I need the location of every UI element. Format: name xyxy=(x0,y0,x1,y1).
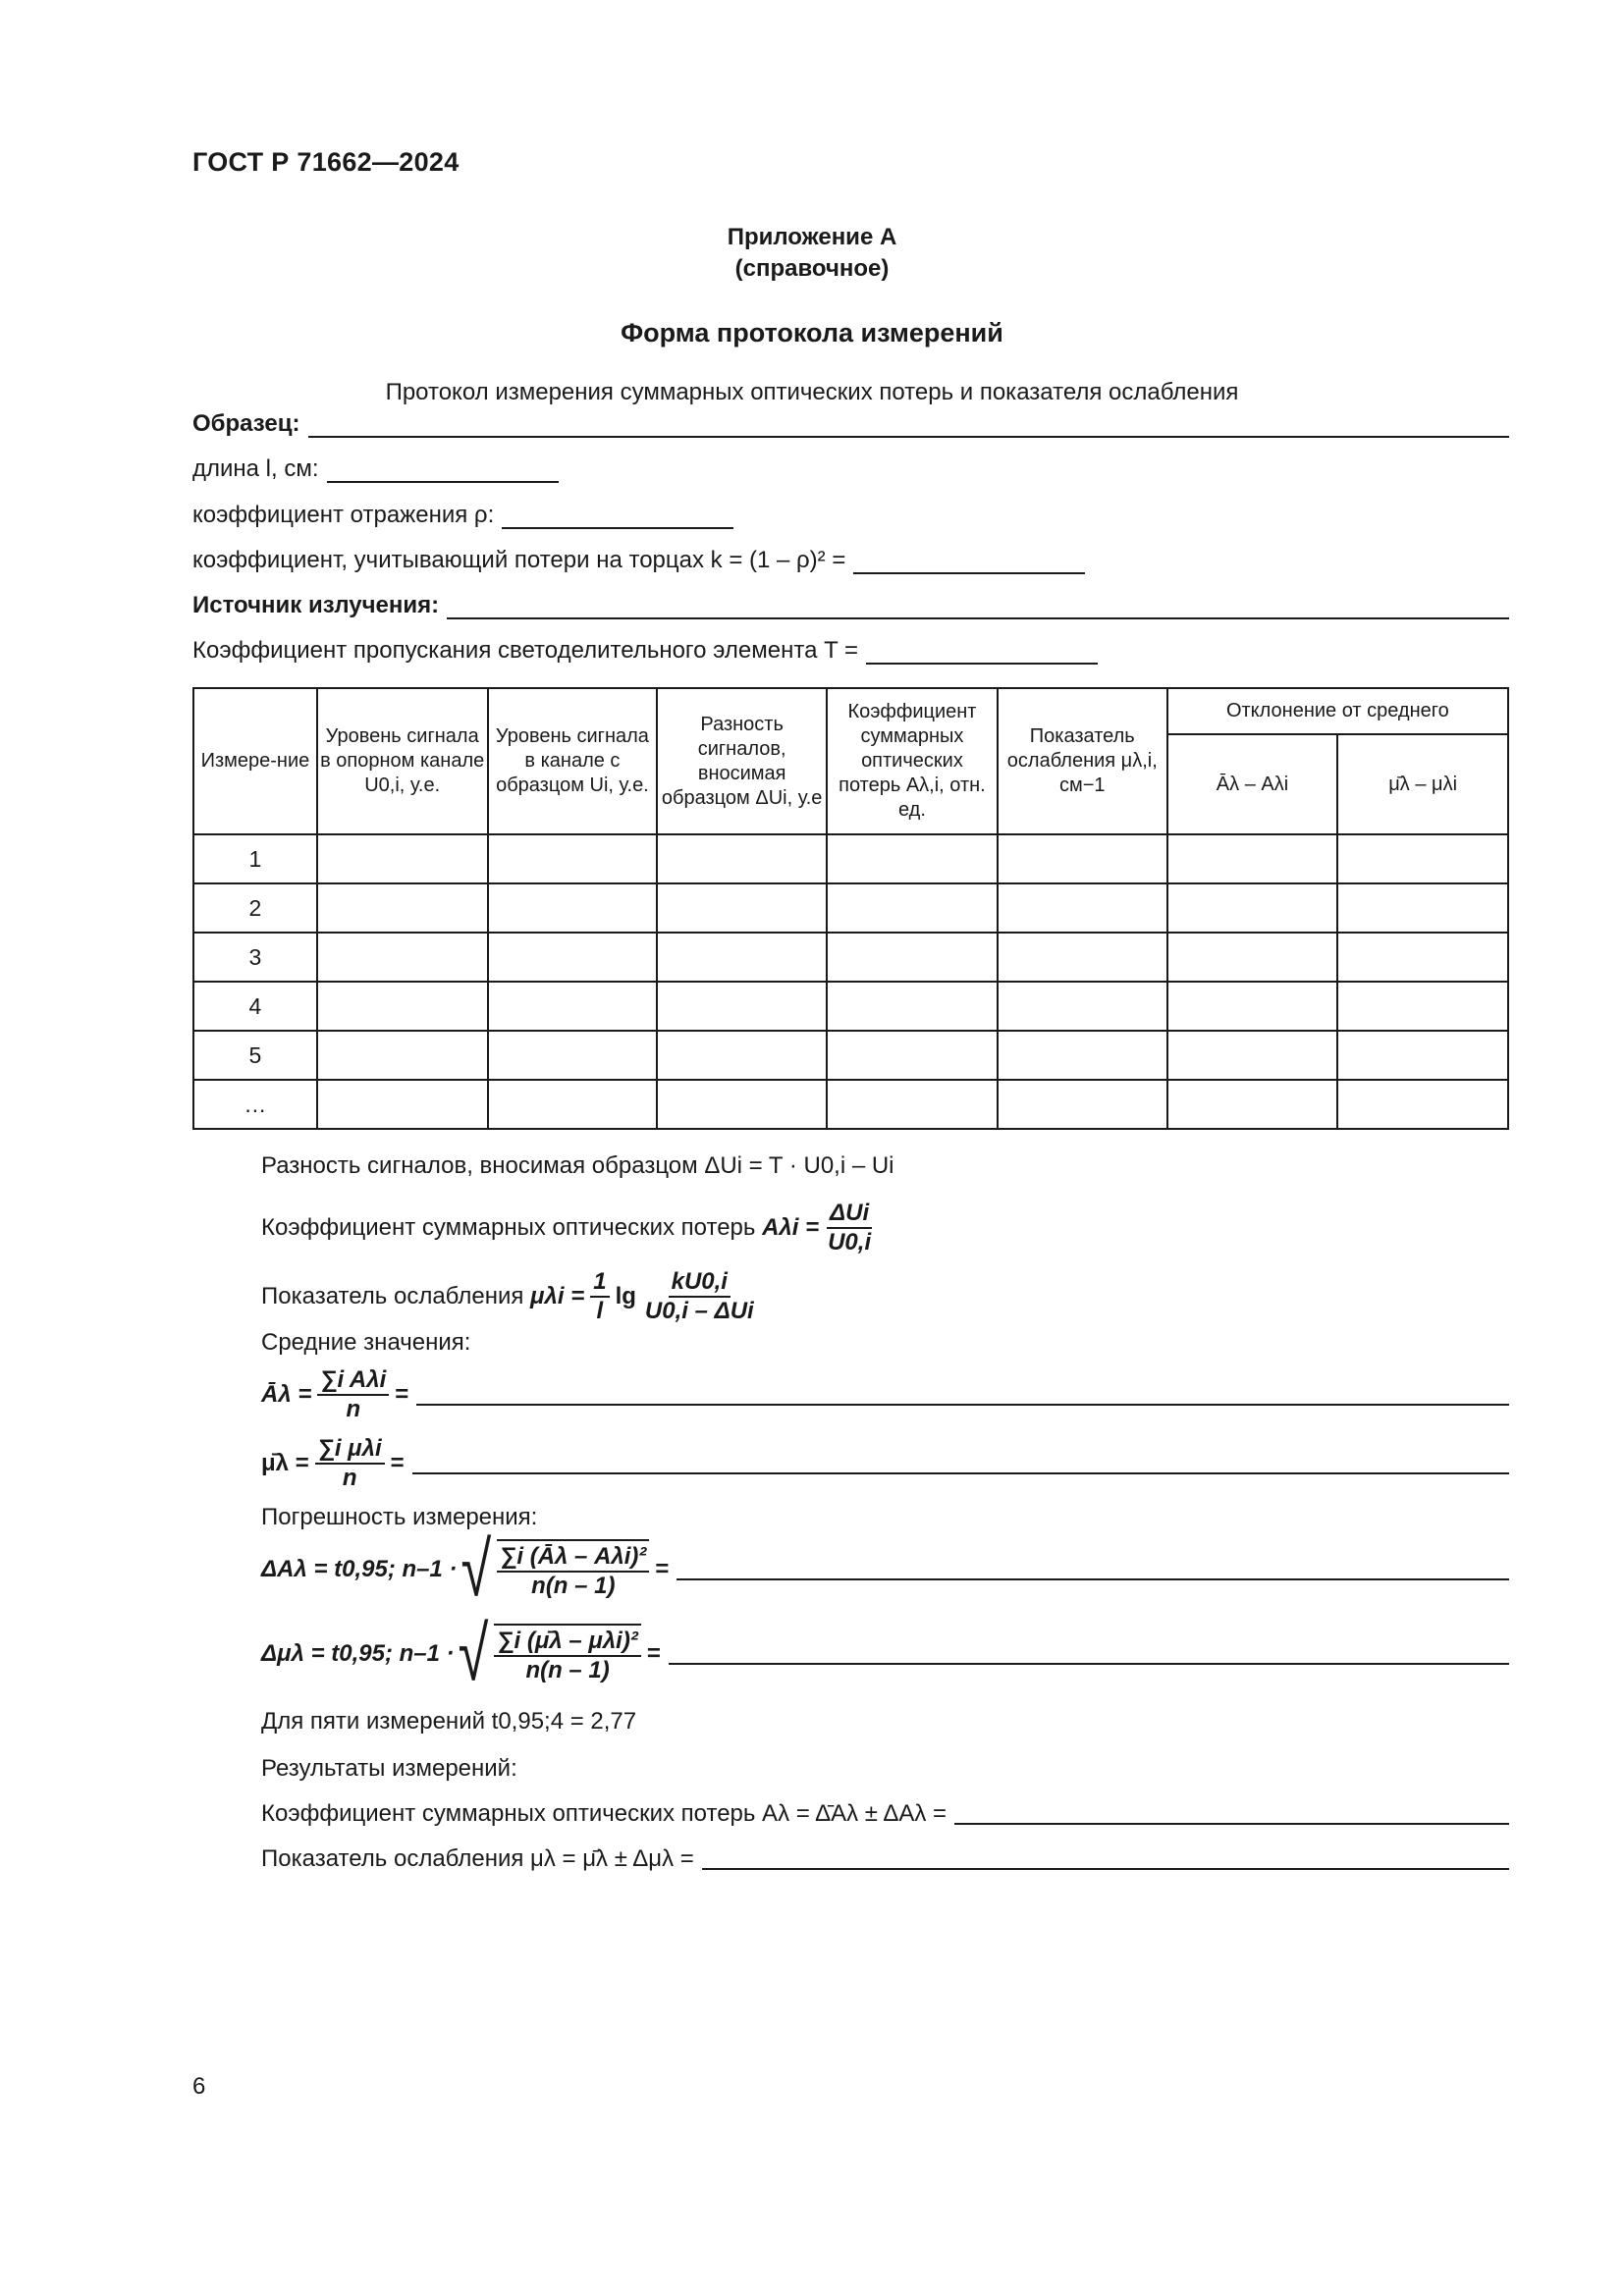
table-cell[interactable] xyxy=(488,933,658,982)
result-atten-label: Показатель ослабления μλ = μ̄λ ± Δμλ = xyxy=(261,1845,694,1872)
error-a-denominator: n(n – 1) xyxy=(531,1573,616,1599)
table-cell[interactable] xyxy=(488,1031,658,1080)
protocol-title: Протокол измерения суммарных оптических потерь и показателя ослабления xyxy=(385,379,1239,405)
table-cell[interactable] xyxy=(1337,883,1508,933)
table-cell[interactable] xyxy=(657,834,827,883)
error-a-lhs: ΔAλ = t0,95; n–1 · xyxy=(261,1556,458,1582)
result-coef-blank[interactable] xyxy=(954,1803,1509,1825)
coef-formula xyxy=(261,1200,880,1256)
sqrt-icon: √ $\frac{\text{∑i (μ̄λ – μλi)²}}{n(n - 1)}$ xyxy=(459,1624,647,1684)
table-cell[interactable] xyxy=(1167,982,1338,1031)
mean-mu-eq: = xyxy=(390,1450,405,1476)
table-cell[interactable] xyxy=(998,1080,1167,1129)
table-cell[interactable] xyxy=(317,1031,488,1080)
table-cell[interactable] xyxy=(1337,1080,1508,1129)
mean-a-blank[interactable] xyxy=(416,1384,1509,1406)
atten-l: l xyxy=(596,1298,604,1324)
five-measurements: Для пяти измерений t0,95;4 = 2,77 xyxy=(261,1708,637,1735)
atten-formula xyxy=(261,1268,763,1325)
atten-formula-text: Показатель ослабления xyxy=(261,1283,524,1309)
table-cell[interactable] xyxy=(827,883,998,933)
mean-title: Средние значения: xyxy=(261,1329,471,1356)
sample-label: Образец: xyxy=(192,410,300,437)
table-cell[interactable] xyxy=(317,1080,488,1129)
sample-field xyxy=(192,410,1509,438)
table-cell[interactable] xyxy=(827,982,998,1031)
table-cell[interactable] xyxy=(998,1031,1167,1080)
mean-a-numerator: ∑i Aλi xyxy=(317,1366,389,1396)
header-deviation: Отклонение от среднего xyxy=(1167,688,1508,734)
appendix-title: Приложение А xyxy=(727,224,897,250)
result-coef-label: Коэффициент суммарных оптических потерь Aλ = Δ̄Aλ ± ΔAλ = xyxy=(261,1800,947,1827)
header-attenuation: Показатель ослабления μλ,i, см−1 xyxy=(998,688,1167,834)
reflection-field xyxy=(192,502,733,529)
table-cell[interactable] xyxy=(1337,982,1508,1031)
table-cell[interactable] xyxy=(827,933,998,982)
error-mu-eq: = xyxy=(646,1640,661,1667)
transmission-field xyxy=(192,637,1098,665)
end-loss-label: коэффициент, учитывающий потери на торцах k = (1 – ρ)² = xyxy=(192,547,846,573)
error-a-numerator: ∑i (Āλ – Aλi)² xyxy=(497,1543,649,1573)
coef-formula-lhs: Aλi = xyxy=(762,1214,820,1241)
error-a-blank[interactable] xyxy=(677,1559,1509,1580)
error-mu-fraction xyxy=(494,1624,640,1684)
atten-denominator: U0,i – ΔUi xyxy=(644,1298,754,1324)
atten-lg: lg xyxy=(615,1283,636,1309)
table-cell[interactable] xyxy=(1337,1031,1508,1080)
mean-mu-fraction xyxy=(315,1435,385,1492)
end-loss-field xyxy=(192,547,1085,574)
source-blank[interactable] xyxy=(447,598,1509,619)
table-cell[interactable] xyxy=(1167,933,1338,982)
row-number: 3 xyxy=(193,933,317,982)
result-atten-blank[interactable] xyxy=(702,1848,1509,1870)
result-atten xyxy=(261,1845,1509,1873)
table-cell[interactable] xyxy=(488,834,658,883)
mean-a-fraction xyxy=(317,1366,389,1423)
table-cell[interactable] xyxy=(657,982,827,1031)
length-field xyxy=(192,455,559,483)
error-a-eq: = xyxy=(655,1556,670,1582)
error-mu-blank[interactable] xyxy=(669,1643,1509,1665)
table-cell[interactable] xyxy=(1337,834,1508,883)
atten-one-over-l xyxy=(590,1268,609,1325)
table-cell[interactable] xyxy=(488,1080,658,1129)
table-cell[interactable] xyxy=(488,982,658,1031)
results-title: Результаты измерений: xyxy=(261,1755,517,1782)
mean-a-formula xyxy=(261,1366,1509,1423)
table-cell[interactable] xyxy=(827,834,998,883)
table-cell[interactable] xyxy=(657,1080,827,1129)
error-title: Погрешность измерения: xyxy=(261,1504,538,1530)
error-a-formula xyxy=(261,1525,1509,1613)
transmission-blank[interactable] xyxy=(866,643,1098,665)
error-mu-numerator: ∑i (μ̄λ – μλi)² xyxy=(494,1628,640,1657)
error-mu-denominator: n(n – 1) xyxy=(525,1657,610,1683)
reflection-blank[interactable] xyxy=(502,507,733,529)
atten-formula-lhs: μλi = xyxy=(530,1283,585,1309)
row-number: 4 xyxy=(193,982,317,1031)
mean-mu-denominator: n xyxy=(342,1465,357,1491)
diff-formula: Разность сигналов, вносимая образцом ΔUi = T · U0,i – Ui xyxy=(261,1152,894,1179)
coef-numerator: ΔUi xyxy=(827,1200,872,1229)
coef-denominator: U0,i xyxy=(828,1229,872,1255)
coef-fraction xyxy=(825,1200,874,1256)
length-blank[interactable] xyxy=(327,461,559,483)
table-cell[interactable] xyxy=(827,1031,998,1080)
header-measurement: Измере-ние xyxy=(193,688,317,834)
row-number: 5 xyxy=(193,1031,317,1080)
table-cell[interactable] xyxy=(998,933,1167,982)
row-number: 2 xyxy=(193,883,317,933)
table-cell[interactable] xyxy=(1167,1031,1338,1080)
row-number: 1 xyxy=(193,834,317,883)
table-cell[interactable] xyxy=(1167,883,1338,933)
appendix-note: (справочное) xyxy=(734,255,890,282)
source-label: Источник излучения: xyxy=(192,592,440,618)
reflection-label: коэффициент отражения ρ: xyxy=(192,502,495,528)
mean-a-eq: = xyxy=(395,1381,409,1408)
table-cell[interactable] xyxy=(1167,834,1338,883)
end-loss-blank[interactable] xyxy=(853,553,1085,574)
measurement-table xyxy=(192,687,1509,1130)
table-cell[interactable] xyxy=(1337,933,1508,982)
mean-mu-lhs: μ̄λ = xyxy=(261,1450,309,1476)
table-cell[interactable] xyxy=(317,982,488,1031)
sample-blank[interactable] xyxy=(308,416,1510,438)
header-dev-mu: μ̄λ – μλi xyxy=(1337,734,1508,834)
coef-formula-text: Коэффициент суммарных оптических потерь xyxy=(261,1214,756,1241)
transmission-label: Коэффициент пропускания светоделительного элемента T = xyxy=(192,637,858,664)
form-title: Форма протокола измерений xyxy=(621,318,1003,347)
row-number: … xyxy=(193,1080,317,1129)
error-mu-formula xyxy=(261,1610,1509,1697)
table-cell[interactable] xyxy=(317,834,488,883)
table-cell[interactable] xyxy=(998,834,1167,883)
atten-numerator: kU0,i xyxy=(669,1268,731,1298)
header-signal-diff: Разность сигналов, вносимая образцом ΔUi, у.е xyxy=(657,688,827,834)
table-cell[interactable] xyxy=(317,933,488,982)
atten-one: 1 xyxy=(590,1268,609,1298)
header-ref-signal: Уровень сигнала в опорном канале U0,i, у.е. xyxy=(317,688,488,834)
header-loss-coef: Коэффициент суммарных оптических потерь Aλ,i, отн. ед. xyxy=(827,688,998,834)
mean-mu-formula xyxy=(261,1435,1509,1492)
header-sample-signal: Уровень сигнала в канале с образцом Ui, у.е. xyxy=(488,688,658,834)
error-a-fraction xyxy=(497,1539,649,1600)
header-dev-a: Āλ – Aλi xyxy=(1167,734,1338,834)
sqrt-icon: √ $\frac{\text{∑i (Āλ – Aλi)²}}{n(n - 1)}$ xyxy=(461,1539,656,1600)
result-coef xyxy=(261,1800,1509,1828)
table-cell[interactable] xyxy=(657,1031,827,1080)
page-number: 6 xyxy=(192,2073,206,2100)
table-cell[interactable] xyxy=(998,982,1167,1031)
document-header: ГОСТ Р 71662—2024 xyxy=(192,147,460,177)
mean-a-lhs: Āλ = xyxy=(261,1381,312,1408)
table-cell[interactable] xyxy=(488,883,658,933)
table-cell[interactable] xyxy=(657,933,827,982)
table-cell[interactable] xyxy=(657,883,827,933)
mean-mu-blank[interactable] xyxy=(412,1453,1509,1474)
atten-fraction xyxy=(642,1268,757,1325)
error-mu-lhs: Δμλ = t0,95; n–1 · xyxy=(261,1640,455,1667)
table-cell[interactable] xyxy=(317,883,488,933)
table-cell[interactable] xyxy=(827,1080,998,1129)
table-cell[interactable] xyxy=(998,883,1167,933)
mean-mu-numerator: ∑i μλi xyxy=(315,1435,385,1465)
source-field xyxy=(192,592,1509,619)
mean-a-denominator: n xyxy=(346,1396,361,1422)
length-label: длина l, см: xyxy=(192,455,319,482)
table-cell[interactable] xyxy=(1167,1080,1338,1129)
